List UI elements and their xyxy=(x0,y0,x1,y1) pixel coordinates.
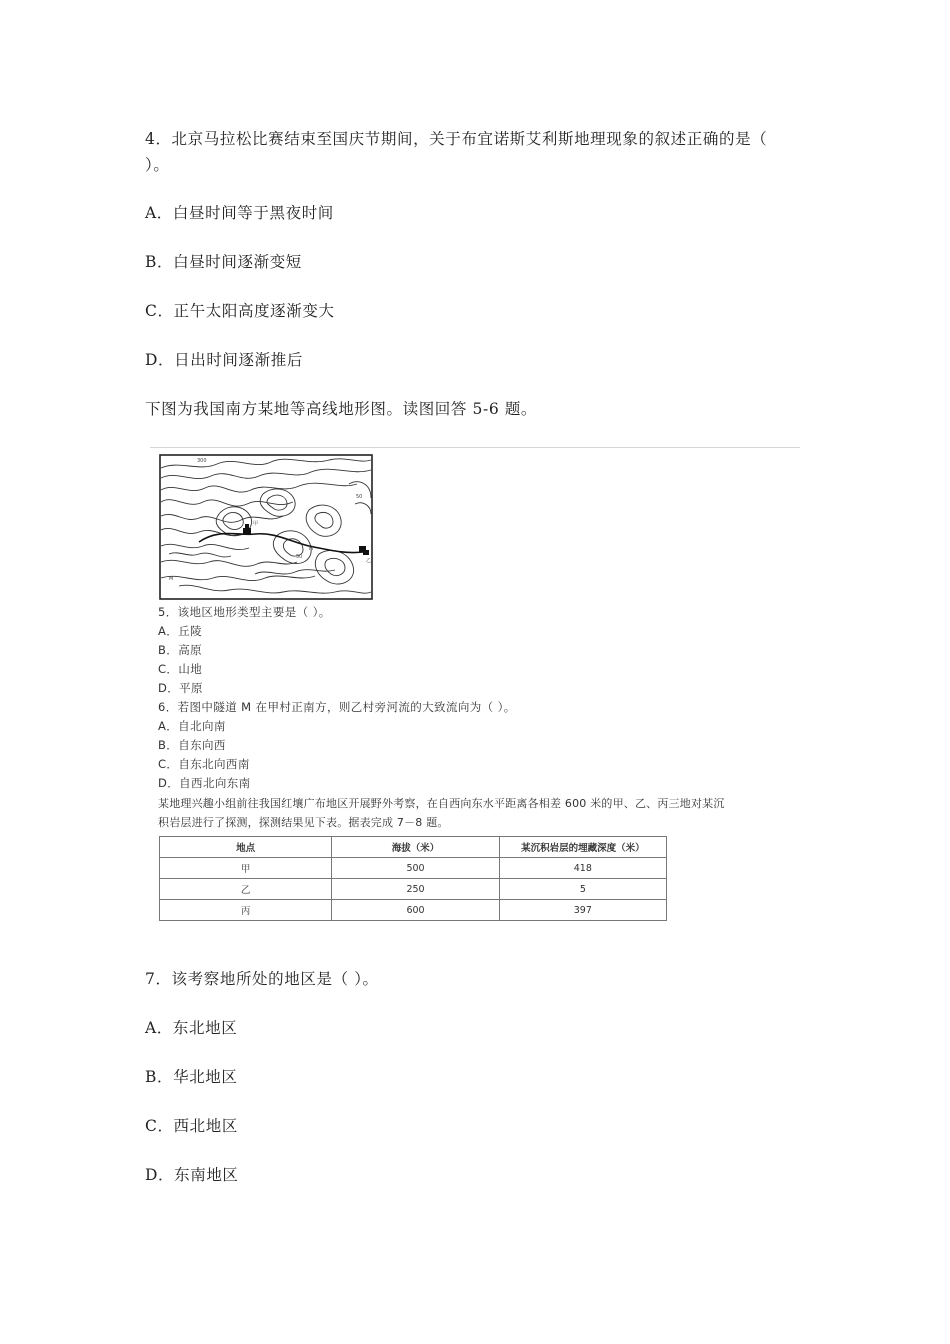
map-label-village-b: 乙 xyxy=(366,558,372,564)
map-label-m-left: M xyxy=(169,576,174,582)
intro-7-8-line1: 某地理兴趣小组前往我国红壤广布地区开展野外考察，在自西向东水平距离各相差 600 米的甲、乙、丙三地对某沉 xyxy=(158,797,725,810)
q6-stem: 6．若图中隧道 M 在甲村正南方，则乙村旁河流的大致流向为（ ）。 xyxy=(158,700,516,714)
table-cell: 5 xyxy=(499,879,666,900)
q4-option-a: A．白昼时间等于黑夜时间 xyxy=(145,204,334,222)
table-cell: 500 xyxy=(332,858,499,879)
table-header-row xyxy=(160,837,667,858)
q7-stem: 7．该考察地所处的地区是（ ）。 xyxy=(145,970,379,988)
table-cell: 250 xyxy=(332,879,499,900)
table-row xyxy=(160,858,667,879)
intro-7-8-line2: 积岩层进行了探测，探测结果见下表。据表完成 7－8 题。 xyxy=(158,816,449,829)
table-header-altitude: 海拔（米） xyxy=(332,837,499,858)
scanned-figure xyxy=(150,447,800,927)
q5-stem: 5．该地区地形类型主要是（ ）。 xyxy=(158,605,331,619)
q5-option-a: A．丘陵 xyxy=(158,624,202,638)
map-label-village-a: 甲 xyxy=(253,521,259,527)
table-cell: 甲 xyxy=(160,858,332,879)
table-header-location: 地点 xyxy=(160,837,332,858)
q4-option-d: D．日出时间逐渐推后 xyxy=(145,351,303,369)
q5-option-c: C．山地 xyxy=(158,662,203,676)
survey-table xyxy=(159,836,667,921)
map-label-300: 300 xyxy=(197,458,207,464)
q5-option-d: D．平原 xyxy=(158,681,203,695)
table-cell: 418 xyxy=(499,858,666,879)
q6-option-a: A．自北向南 xyxy=(158,719,226,733)
q7-option-c: C．西北地区 xyxy=(145,1117,238,1135)
q4-option-b: B．白昼时间逐渐变短 xyxy=(145,253,302,271)
q6-option-c: C．自东北向西南 xyxy=(158,757,250,771)
table-cell: 丙 xyxy=(160,900,332,921)
table-cell: 乙 xyxy=(160,879,332,900)
q7-option-a: A．东北地区 xyxy=(145,1019,238,1037)
table-cell: 397 xyxy=(499,900,666,921)
table-row xyxy=(160,879,667,900)
table-row xyxy=(160,900,667,921)
q4-stem-line2: ）。 xyxy=(145,156,170,174)
table-header-depth: 某沉积岩层的埋藏深度（米） xyxy=(499,837,666,858)
intro-5-6: 下图为我国南方某地等高线地形图。读图回答 5-6 题。 xyxy=(145,400,538,418)
q4-option-c: C．正午太阳高度逐渐变大 xyxy=(145,302,335,320)
contour-map xyxy=(159,454,373,600)
map-label-50-mid: 50 xyxy=(296,554,303,560)
q4-stem-line1: 4．北京马拉松比赛结束至国庆节期间，关于布宜诺斯艾利斯地理现象的叙述正确的是（ xyxy=(145,130,768,148)
map-label-50-right: 50 xyxy=(356,494,363,500)
q7-option-b: B．华北地区 xyxy=(145,1068,238,1086)
map-label-tunnel: M xyxy=(309,546,314,552)
q6-option-d: D．自西北向东南 xyxy=(158,776,251,790)
table-cell: 600 xyxy=(332,900,499,921)
divider xyxy=(150,447,800,448)
q6-option-b: B．自东向西 xyxy=(158,738,226,752)
q5-option-b: B．高原 xyxy=(158,643,202,657)
q7-option-d: D．东南地区 xyxy=(145,1166,239,1184)
